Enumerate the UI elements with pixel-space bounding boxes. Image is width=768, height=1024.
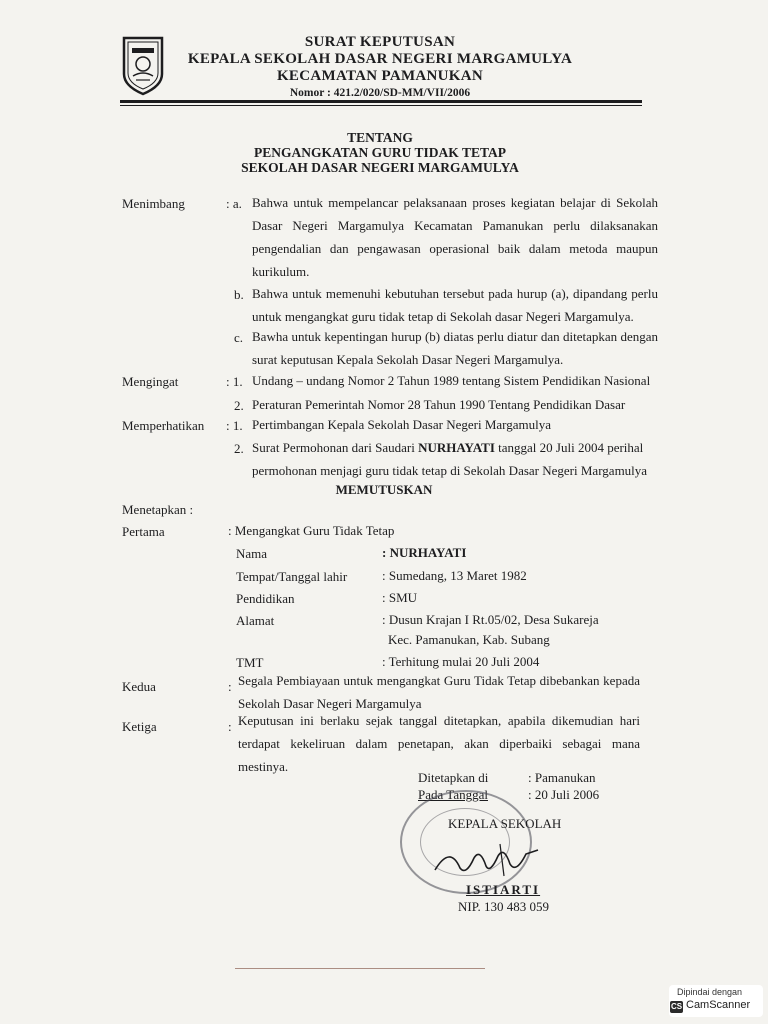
field-alamat-key: Alamat bbox=[236, 613, 275, 628]
field-ttl-value: : Sumedang, 13 Maret 1982 bbox=[382, 568, 527, 583]
letterhead-line1: SURAT KEPUTUSAN bbox=[304, 34, 456, 50]
camscanner-icon: CS bbox=[670, 1002, 683, 1011]
memperhatikan-2-name: NURHAYATI bbox=[418, 440, 495, 455]
field-ttl-key: Tempat/Tanggal lahir bbox=[236, 569, 348, 584]
document-title bbox=[170, 130, 590, 175]
tanggal-label: Pada Tanggal bbox=[418, 787, 488, 802]
letterhead-text bbox=[170, 34, 590, 102]
school-emblem-logo bbox=[120, 34, 166, 96]
tanggal-value: : 20 Juli 2006 bbox=[528, 787, 600, 802]
memutuskan-heading: MEMUTUSKAN bbox=[335, 482, 433, 497]
signatory-name: ISTIARTI bbox=[466, 882, 541, 897]
ditetapkan-value: : Pamanukan bbox=[528, 770, 596, 785]
title-line2: PENGANGKATAN GURU TIDAK TETAP bbox=[254, 145, 506, 160]
pertama-text: : Mengangkat Guru Tidak Tetap bbox=[228, 523, 395, 538]
memperhatikan-2-marker: 2. bbox=[234, 441, 244, 456]
field-nama-value: : NURHAYATI bbox=[382, 545, 467, 560]
label-menetapkan: Menetapkan : bbox=[122, 502, 194, 517]
memperhatikan-2-line2: permohonan menjagi guru tidak tetap di Sekolah Dasar Negeri Margamulya bbox=[252, 463, 648, 478]
mengingat-2-marker: 2. bbox=[234, 398, 244, 413]
mengingat-1-marker: : 1. bbox=[226, 374, 243, 389]
mengingat-2-text: Peraturan Pemerintah Nomor 28 Tahun 1990 Tentang Pendidikan Dasar bbox=[252, 397, 626, 412]
letterhead-divider-thick bbox=[120, 100, 642, 103]
field-pendidikan-key: Pendidikan bbox=[236, 591, 295, 606]
field-alamat-value: : Dusun Krajan I Rt.05/02, Desa Sukareja bbox=[382, 612, 599, 627]
jabatan-kepala-sekolah: KEPALA SEKOLAH bbox=[448, 816, 562, 831]
ditetapkan-label: Ditetapkan di bbox=[418, 770, 489, 785]
label-memperhatikan: Memperhatikan bbox=[122, 418, 205, 433]
label-menimbang: Menimbang bbox=[122, 196, 185, 211]
camscanner-caption: Dipindai dengan bbox=[677, 987, 743, 997]
letterhead-nomor: Nomor : 421.2/020/SD-MM/VII/2006 bbox=[289, 87, 471, 99]
menimbang-c-text: Bawha untuk kepentingan hurup (b) diatas perlu diatur dan ditetapkan dengan surat keputusan Kepala Sekolah Dasar Negeri Margamulya. bbox=[252, 329, 658, 367]
menimbang-a-text: Bahwa untuk mempelancar pelaksanaan proses kegiatan belajar di Sekolah Dasar Negeri Margamulya Kecamatan Pamanukan perlu dilaksanakan pengendalian dan pengawasan operasional baik dalam metoda maupun kurikulum. bbox=[252, 195, 658, 279]
label-pertama: Pertama bbox=[122, 524, 165, 539]
field-tmt-value: : Terhitung mulai 20 Juli 2004 bbox=[382, 654, 540, 669]
title-tentang: TENTANG bbox=[347, 130, 413, 145]
memperhatikan-2-pre: Surat Permohonan dari Saudari bbox=[252, 440, 415, 455]
ketiga-marker: : bbox=[228, 719, 232, 734]
menimbang-b-text: Bahwa untuk memenuhi kebutuhan tersebut pada hurup (a), dipandang perlu untuk mengangkat guru tidak tetap di Sekolah dasar Negeri Margamulya. bbox=[252, 286, 658, 324]
signatory-nip: NIP. 130 483 059 bbox=[458, 899, 550, 914]
bottom-border-line bbox=[235, 968, 485, 969]
field-tmt-key: TMT bbox=[236, 655, 264, 670]
menimbang-c-marker: c. bbox=[234, 330, 244, 345]
letterhead-line3: KECAMATAN PAMANUKAN bbox=[276, 68, 484, 84]
memperhatikan-1-marker: : 1. bbox=[226, 418, 243, 433]
mengingat-1-text: Undang – undang Nomor 2 Tahun 1989 tentang Sistem Pendidikan Nasional bbox=[252, 373, 651, 388]
memperhatikan-2-post: tanggal 20 Juli 2004 perihal bbox=[498, 440, 644, 455]
memperhatikan-2-text bbox=[252, 436, 643, 459]
kedua-marker: : bbox=[228, 679, 232, 694]
memperhatikan-1-text: Pertimbangan Kepala Sekolah Dasar Negeri Margamulya bbox=[252, 417, 552, 432]
label-kedua: Kedua bbox=[122, 679, 156, 694]
menimbang-b-marker: b. bbox=[234, 287, 244, 302]
ketiga-text: Keputusan ini berlaku sejak tanggal ditetapkan, apabila dikemudian hari terdapat kekeliruan dalam penetapan, akan diperbaiki sebagai mana mestinya. bbox=[238, 713, 640, 774]
letterhead-line2: KEPALA SEKOLAH DASAR NEGERI MARGAMULYA bbox=[187, 51, 573, 67]
field-alamat-value-line2: Kec. Pamanukan, Kab. Subang bbox=[388, 632, 550, 647]
menimbang-a-marker: : a. bbox=[226, 196, 242, 211]
letterhead-divider-thin bbox=[120, 105, 642, 106]
camscanner-name: CamScanner bbox=[686, 999, 751, 1011]
label-ketiga: Ketiga bbox=[122, 719, 157, 734]
kedua-text: Segala Pembiayaan untuk mengangkat Guru Tidak Tetap dibebankan kepada Sekolah Dasar Negeri Margamulya bbox=[238, 673, 640, 711]
field-nama-key: Nama bbox=[236, 546, 268, 561]
handwritten-signature bbox=[430, 840, 550, 880]
title-line3: SEKOLAH DASAR NEGERI MARGAMULYA bbox=[241, 160, 519, 175]
label-mengingat: Mengingat bbox=[122, 374, 179, 389]
field-pendidikan-value: : SMU bbox=[382, 590, 418, 605]
